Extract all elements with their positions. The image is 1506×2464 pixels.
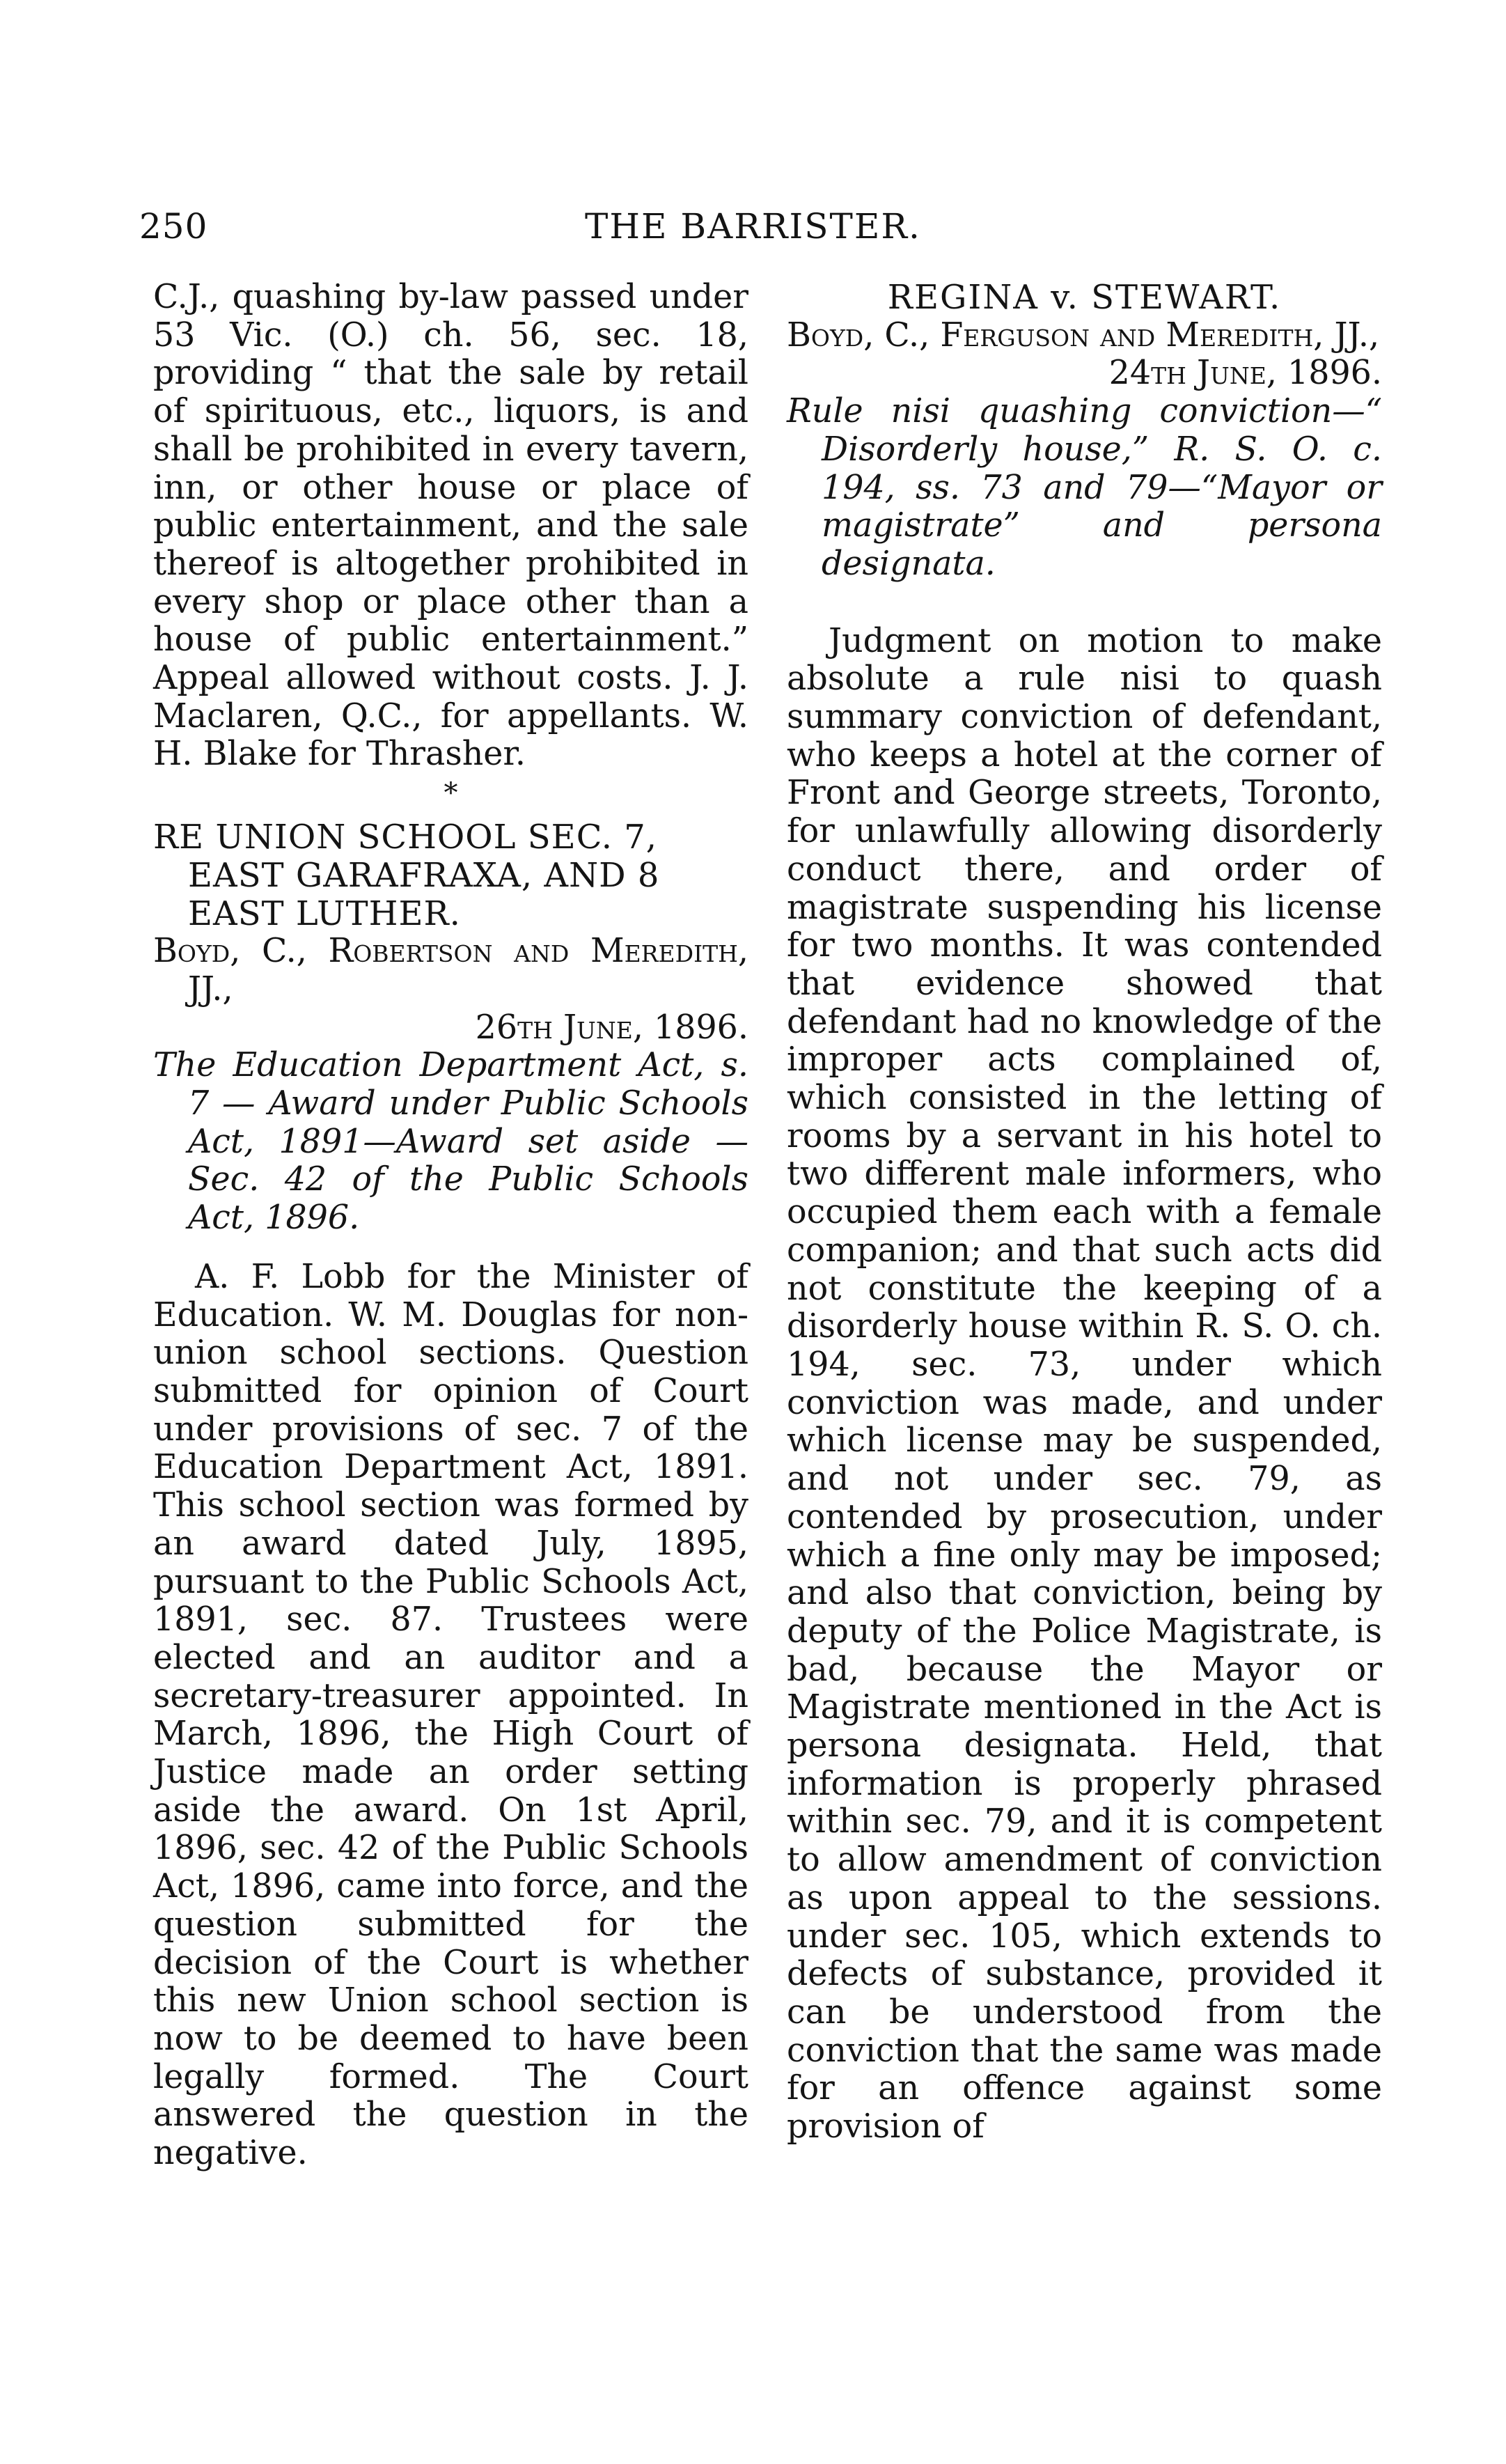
right-column: [787, 279, 1382, 2146]
continuation-paragraph: C.J., quashing by-law passed under 53 Vic. (O.) ch. 56, sec. 18, providing “ that the sale by retail of spirituous, etc., liquors, is and shall be prohibited in every tavern, inn, or other house or place of public entertainment, and the sale thereof is altogether prohibited in every shop or place other than a house of public entertainment.” Appeal allowed without costs. J. J. Maclaren, Q.C., for appellants. W. H. Blake for Thrasher.: [153, 278, 748, 774]
body-paragraph-union-school: A. F. Lobb for the Minister of Education. W. M. Douglas for non-union school sections. Question submitted for opinion of Court under provisions of sec. 7 of the Education Department Act, 1891. This school section was formed by an award dated July, 1895, pursuant to the Public Schools Act, 1891, sec. 87. Trustees were elected and an auditor and a secretary-treasurer appointed. In March, 1896, the High Court of Justice made an order setting aside the award. On 1st April, 1896, sec. 42 of the Public Schools Act, 1896, came into force, and the question submitted for the decision of the Court is whether this new Union school section is now to be deemed to have been legally formed. The Court answered the question in the negative.: [153, 1257, 748, 2173]
body-paragraph-regina-v-stewart: Judgment on motion to make absolute a rule nisi to quash summary conviction of defendant, who keeps a hotel at the corner of Front and George streets, Toronto, for unlawfully allowing disorderly conduct there, and order of magistrate suspending his license for two months. It was contended that evidence showed that defendant had no knowledge of the improper acts complained of, which consisted in the letting of rooms by a servant in his hotel to two different male informers, who occupied them each with a female companion; and that such acts did not constitute the keeping of a disorderly house within R. S. O. ch. 194, sec. 73, under which conviction was made, and under which license may be suspended, and not under sec. 79, as contended by prosecution, under which a fine only may be imposed; and also that conviction, being by deputy of the Police Magistrate, is bad, because the Mayor or Magistrate mentioned in the Act is persona designata. Held, that information is properly phrased within sec. 79, and it is competent to allow amendment of conviction as upon appeal to the sessions. under sec. 105, which extends to defects of substance, provided it can be understood from the conviction that the same was made for an offence against some provision of: [787, 621, 1382, 2146]
headnote-regina-v-stewart: Rule nisi quashing conviction—“ Disorderly house,” R. S. O. c. 194, ss. 73 and 79—“Mayor or magistrate” and persona designata.: [787, 392, 1382, 583]
court-date: 24th June, 1896.: [1108, 354, 1382, 393]
case-title-regina-v-stewart: REGINA v. STEWART.: [887, 278, 1282, 317]
running-title: THE BARRISTER.: [585, 206, 921, 247]
page-number: 250: [139, 206, 208, 247]
court-judges: Boyd, C., Robertson and Meredith, JJ.,: [153, 932, 748, 1008]
headnote-union-school: The Education Department Act, s. 7 — Award under Public Schools Act, 1891—Award set aside — Sec. 42 of the Public Schools Act, 1896.: [153, 1046, 748, 1238]
court-judges: Boyd, C., Ferguson and Meredith, JJ.,: [787, 315, 1380, 354]
left-column: [153, 279, 748, 2173]
court-line-regina-v-stewart: [787, 317, 1382, 393]
case-title-union-school: RE UNION SCHOOL SEC. 7, EAST GARAFRAXA, AND 8 EAST LUTHER.: [153, 818, 660, 933]
section-separator: *: [444, 777, 458, 810]
court-line-union-school: [153, 933, 748, 1047]
court-date: 26th June, 1896.: [475, 1008, 748, 1047]
